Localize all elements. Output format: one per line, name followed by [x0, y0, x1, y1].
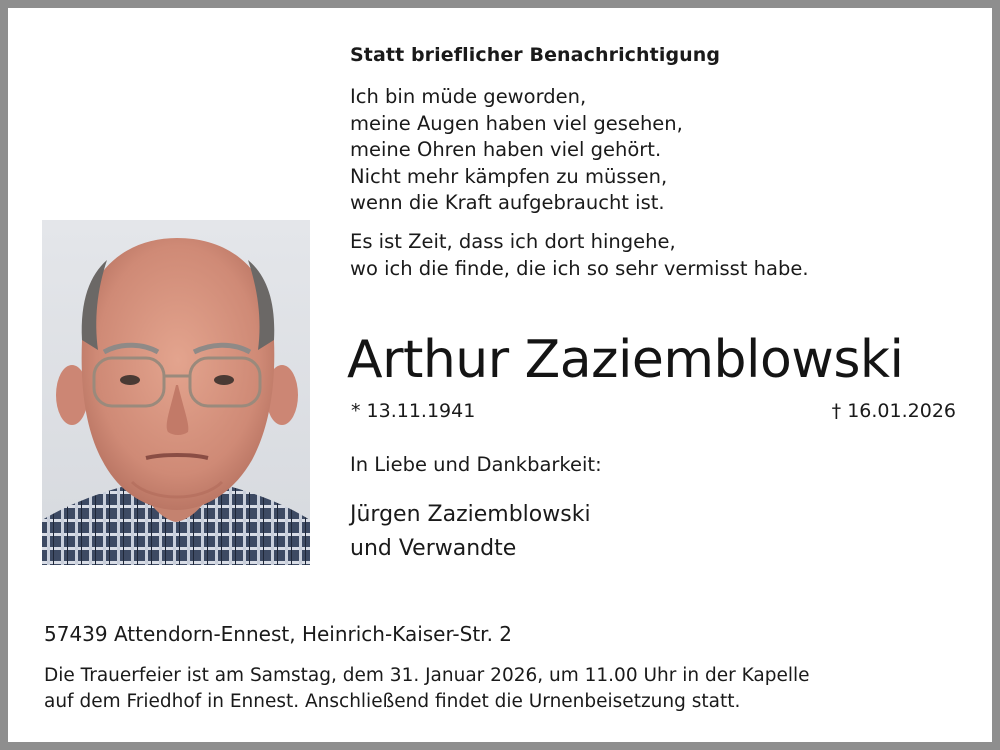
thanks-line: In Liebe und Dankbarkeit:: [350, 453, 602, 476]
death-date: † 16.01.2026: [831, 400, 956, 422]
poem-line: Ich bin müde geworden,: [350, 85, 587, 108]
mourners-list: [350, 498, 591, 566]
mourner-name: Jürgen Zaziemblowski: [350, 502, 591, 527]
birth-date: * 13.11.1941: [351, 400, 476, 422]
poem-line: meine Ohren haben viel gehört.: [350, 138, 662, 161]
poem-line: wo ich die finde, die ich so sehr vermisst habe.: [350, 256, 809, 280]
address-line: 57439 Attendorn-Ennest, Heinrich-Kaiser-Str. 2: [44, 622, 513, 646]
poem-line: Es ist Zeit, dass ich dort hingehe,: [350, 230, 676, 253]
poem-line: Nicht mehr kämpfen zu müssen,: [350, 164, 668, 188]
service-line: auf dem Friedhof in Ennest. Anschließend findet die Urnenbeisetzung statt.: [44, 691, 741, 712]
obituary-card: [8, 8, 992, 742]
poem-stanza-2: [350, 229, 809, 282]
service-line: Die Trauerfeier ist am Samstag, dem 31. Januar 2026, um 11.00 Uhr in der Kapelle: [44, 665, 810, 686]
mourner-name: und Verwandte: [350, 536, 517, 561]
poem-stanza-1: [350, 84, 683, 217]
poem-line: wenn die Kraft aufgebraucht ist.: [350, 191, 665, 214]
portrait-photo: [42, 220, 310, 565]
service-info: [44, 663, 810, 715]
poem-line: meine Augen haben viel gesehen,: [350, 111, 683, 135]
notice-headline: Statt brieflicher Benachrichtigung: [350, 44, 721, 66]
deceased-name: Arthur Zaziemblowski: [347, 330, 904, 390]
